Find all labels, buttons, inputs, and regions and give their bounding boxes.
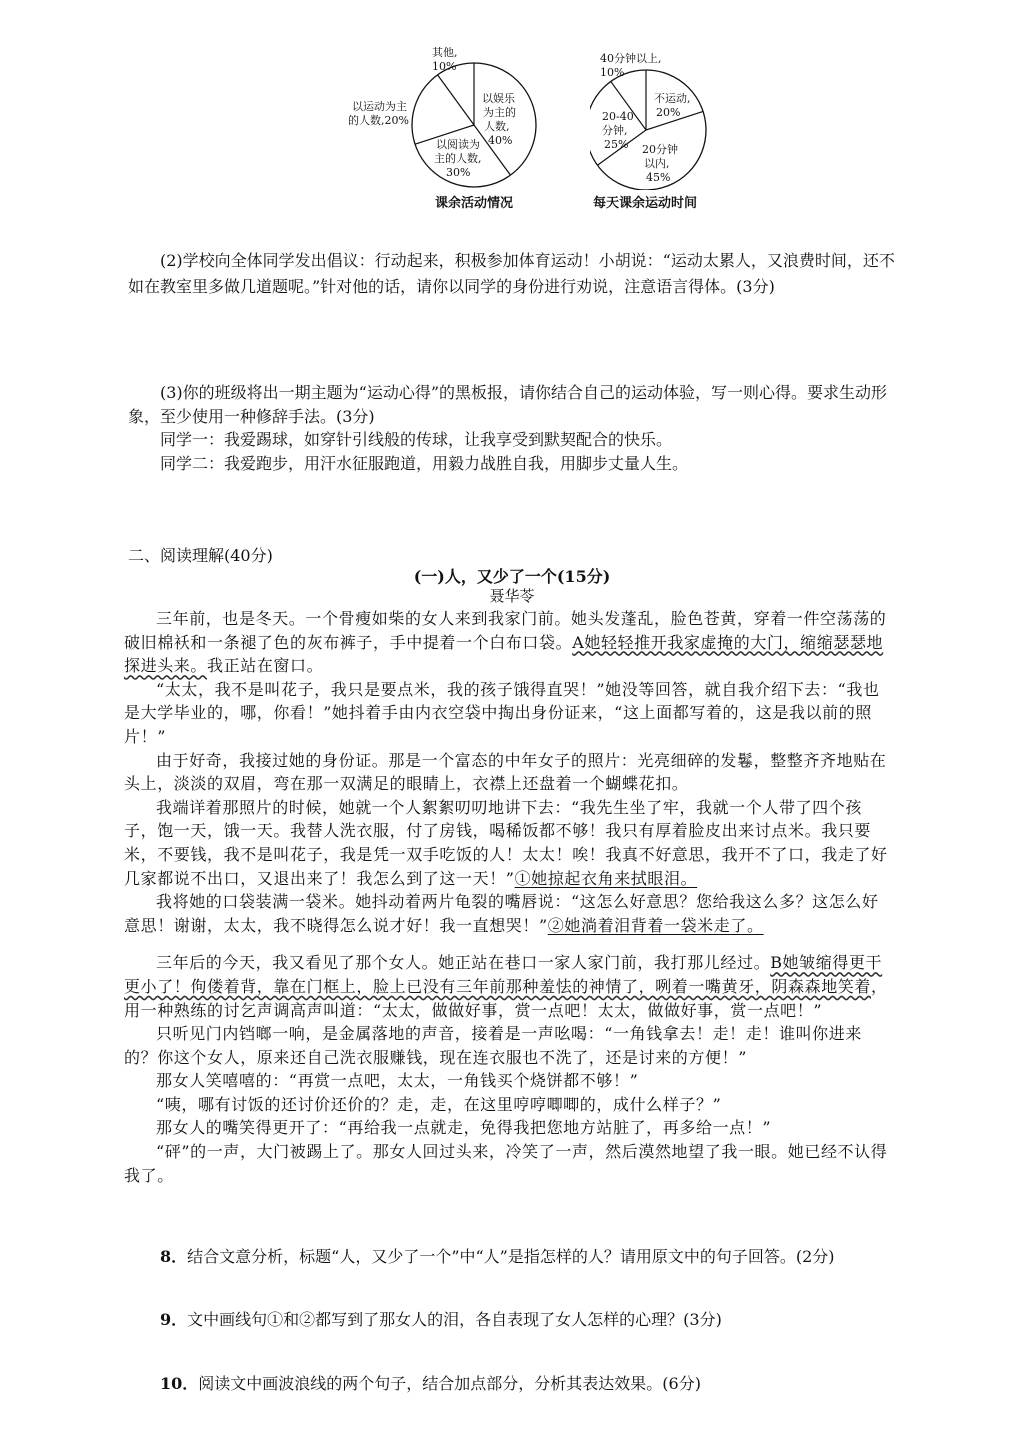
label-in20-line3: 45% xyxy=(646,171,671,184)
story-paragraph-9: “咦，哪有讨饭的还讨价还价的？走，走，在这里哼哼唧唧的，成什么样子？” xyxy=(156,1094,722,1114)
label-mid-line3: 25% xyxy=(604,138,629,151)
story-paragraph-4 xyxy=(124,796,894,890)
label-ent-line4: 40% xyxy=(488,134,513,147)
story-paragraph-1 xyxy=(124,607,894,678)
story-p1-text: 三年前，也是冬天。一个骨瘦如柴的女人来到我家门前。她头发蓬乱，脸色苍黄，穿着一件空荡荡的破旧棉袄和一条褪了色的灰布裤子，手中提着一个白布口袋。 xyxy=(124,609,887,652)
section-title: 二、阅读理解(40分) xyxy=(128,546,273,565)
label-ent-line2: 为主的 xyxy=(483,106,516,119)
story-paragraph-8: 那女人笑嘻嘻的：“再赏一点吧，太太，一角钱买个烧饼都不够！” xyxy=(156,1071,639,1091)
question-10-number: 10． xyxy=(160,1374,199,1393)
question-2-text: (2)学校向全体同学发出倡议：行动起来，积极参加体育运动！小胡说：“运动太累人，又浪费时间，还不如在教室里多做几道题呢。”针对他的话，请你以同学的身份进行劝说，注意语言得体。(3分) xyxy=(128,251,895,296)
story-paragraph-5 xyxy=(124,890,894,937)
label-ent-line3: 人数, xyxy=(484,120,510,133)
underlined-sentence-2: ②她淌着泪背着一袋米走了。 xyxy=(547,915,764,935)
story-p4-text: 我端详着那照片的时候，她就一个人絮絮叨叨地讲下去：“我先生坐了牢，我就一个人带了四个孩子，饱一天，饿一天。我替人洗衣服，付了房钱，喝稀饭都不够！我只有厚着脸皮出来讨点米。我只要米，不要钱，我不是叫花子，我是凭一双手吃饭的人！太太！唉！我真不好意思，我开不了口，我走了好几家都说不出口，又退出来了！我怎么到了这一天！” xyxy=(124,797,888,888)
chart2-caption: 每天课余运动时间 xyxy=(593,196,698,211)
label-over40-line1: 40分钟以上, xyxy=(600,52,662,65)
label-in20-line2: 以内, xyxy=(644,157,670,170)
wavy-sentence-b: B她皱缩得更干更小了！佝偻着背，靠在门框上，脸上已没有三年前那种羞怯的神情了，咧着一嘴黄牙，阴森森地笑着 xyxy=(124,953,883,996)
underlined-sentence-1: ①她掠起衣角来拭眼泪。 xyxy=(514,868,698,888)
question-2 xyxy=(128,248,898,299)
question-3-text: (3)你的班级将出一期主题为“运动心得”的黑板报，请你结合自己的运动体验，写一则心得。要求生动形象，至少使用一种修辞手法。(3分) xyxy=(128,383,888,426)
story-paragraph-6 xyxy=(124,951,894,1022)
question-8 xyxy=(128,1245,898,1269)
question-9-text: 文中画线句①和②都写到了那女人的泪，各自表现了女人怎样的心理？(3分) xyxy=(187,1310,722,1329)
story-paragraph-3: 由于好奇，我接过她的身份证。那是一个富态的中年女子的照片：光亮细碎的发鬈，整整齐齐地贴在头上，淡淡的双眉，弯在那一双满足的眼睛上，衣襟上还盘着一个蝴蝶花扣。 xyxy=(124,750,887,794)
story-p6-end: ，用一种熟练的讨乞声调高声叫道：“太太，做做好事，赏一点吧！太太，做做好事，赏一点吧！” xyxy=(124,976,888,1020)
label-none-line2: 20% xyxy=(656,106,681,119)
question-3-example-1: 同学一：我爱踢球，如穿针引线般的传球，让我享受到默契配合的快乐。 xyxy=(160,430,673,450)
pie-chart-exercise-time xyxy=(590,40,720,190)
question-10 xyxy=(128,1372,898,1396)
label-other-line1: 其他, xyxy=(432,46,458,59)
article-title: (一)人，又少了一个(15分) xyxy=(413,567,611,586)
story-p5-text: 我将她的口袋装满一袋米。她抖动着两片龟裂的嘴唇说：“这怎么好意思？您给我这么多？这怎么好意思！谢谢，太太，我不晓得怎么说才好！我一直想哭！” xyxy=(124,892,879,935)
question-8-text: 结合文意分析，标题“人，又少了一个”中“人”是指怎样的人？请用原文中的句子回答。(2分) xyxy=(187,1247,835,1266)
question-9-number: 9． xyxy=(160,1310,188,1329)
story-paragraph-10: 那女人的嘴笑得更开了：“再给我一点就走，免得我把您地方站脏了，再多给一点！” xyxy=(156,1118,772,1138)
question-3-example-2: 同学二：我爱跑步，用汗水征服跑道，用毅力战胜自我，用脚步丈量人生。 xyxy=(160,453,689,473)
label-none-line1: 不运动, xyxy=(654,92,691,105)
story-paragraph-2: “太太，我不是叫花子，我只是要点米，我的孩子饿得直哭！”她没等回答，就自我介绍下去：“我也是大学毕业的，哪，你看！”她抖着手由内衣空袋中掏出身份证来，“这上面都写着的，这是我以前的照片！” xyxy=(124,679,880,746)
label-sport-line1: 以运动为主 xyxy=(352,100,407,113)
story-p1-end: 我正站在窗口。 xyxy=(207,656,324,676)
chart1-caption: 课余活动情况 xyxy=(435,196,514,211)
story-text xyxy=(124,607,894,1187)
pie-chart-activities-svg xyxy=(340,40,550,190)
pie1-slice-edge-4 xyxy=(438,75,474,125)
story-paragraph-7: 只听见门内铛啷一响，是金属落地的声音，接着是一声吆喝：“一角钱拿去！走！走！谁叫你进来的？你这个女人，原来还自己洗衣服赚钱，现在连衣服也不洗了，还是讨来的方便！” xyxy=(124,1024,862,1067)
label-read-line3: 30% xyxy=(446,166,471,179)
article-author: 聂华苓 xyxy=(489,587,535,605)
question-9 xyxy=(128,1308,898,1332)
label-mid-line2: 分钟, xyxy=(602,124,628,137)
question-10-text: 阅读文中画波浪线的两个句子，结合加点部分，分析其表达效果。(6分) xyxy=(198,1374,701,1393)
label-read-line2: 主的人数, xyxy=(434,152,482,165)
label-sport-line2: 的人数,20% xyxy=(348,114,409,127)
pie-chart-exercise-time-svg xyxy=(590,40,720,190)
label-ent-line1: 以娱乐 xyxy=(482,92,515,105)
label-other-line2: 10% xyxy=(432,60,457,73)
wavy-sentence-a: A她轻轻推开我家虚掩的大门，缩缩瑟瑟地探进头来。 xyxy=(124,632,884,676)
story-paragraph-11: “砰”的一声，大门被踢上了。那女人回过头来，冷笑了一声，然后漠然地望了我一眼。她已经不认得我了。 xyxy=(124,1142,888,1185)
question-8-number: 8． xyxy=(160,1247,188,1266)
label-over40-line2: 10% xyxy=(600,66,625,79)
label-read-line1: 以阅读为 xyxy=(436,138,480,151)
label-mid-line1: 20-40 xyxy=(602,110,634,123)
label-in20-line1: 20分钟 xyxy=(642,143,678,156)
story-p6-text: 三年后的今天，我又看见了那个女人。她正站在巷口一家人家门前，我打那儿经过。 xyxy=(156,953,771,973)
pie-chart-activities xyxy=(340,40,550,190)
question-3 xyxy=(128,381,898,475)
